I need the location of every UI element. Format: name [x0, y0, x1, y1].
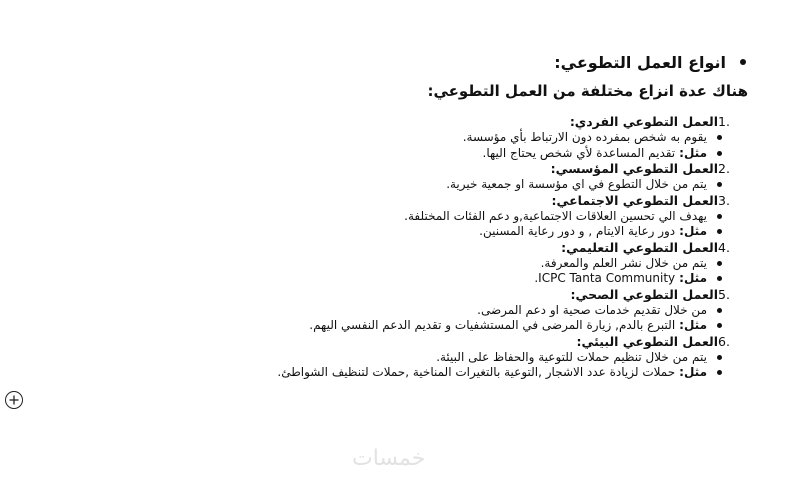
section-title: العمل التطوعي الفردي: [569, 114, 718, 129]
bullet-icon [717, 182, 722, 187]
section-heading [130, 114, 750, 130]
list-item [130, 146, 722, 162]
bullet-icon [717, 355, 722, 360]
list-item [130, 256, 722, 272]
section-heading [130, 287, 750, 303]
section-number: 3. [718, 192, 730, 208]
section-number: 6. [718, 333, 730, 349]
list-item-text: يتم من خلال التطوع في اي مؤسسة او جمعية خيرية. [446, 177, 707, 191]
main-heading [130, 48, 750, 76]
heading-bullet-icon [740, 59, 746, 65]
bullet-icon [717, 323, 722, 328]
section-heading [130, 334, 750, 350]
list-item-text: من خلال تقديم خدمات صحية او دعم المرضى. [477, 302, 707, 317]
example-label: مثل: [679, 224, 707, 238]
list-item-text: ICPC Tanta Community. [534, 271, 676, 285]
list-item [130, 318, 722, 334]
list-item [130, 303, 722, 319]
section-title: العمل التطوعي التعليمي: [561, 239, 718, 255]
bullet-icon [717, 308, 722, 313]
list-item [130, 365, 722, 381]
list-item-text: دور رعاية الايتام , و دور رعاية المسنين. [479, 224, 676, 238]
section-title: العمل التطوعي البيئي: [576, 333, 718, 349]
list-item [130, 130, 722, 146]
list-item-text: تقديم المساعدة لأي شخص يحتاج اليها. [482, 145, 676, 160]
section-title: العمل التطوعي الصحي: [570, 286, 718, 302]
list-item [130, 177, 722, 193]
list-item-text: يهدف الي تحسين العلاقات الاجتماعية,و دعم الفئات المختلفة. [404, 208, 707, 223]
section-number: 5. [718, 286, 730, 302]
sections-list [130, 114, 750, 381]
section-title: العمل التطوعي الاجتماعي: [551, 192, 718, 208]
bullet-icon [717, 276, 722, 281]
subheading: هناك عدة انزاع مختلفة من العمل التطوعي: [427, 82, 748, 100]
section-heading [130, 240, 750, 256]
example-label: مثل: [679, 318, 707, 332]
list-item [130, 350, 722, 366]
bullet-icon [717, 229, 722, 234]
document-body [130, 48, 750, 381]
bullet-icon [717, 214, 722, 219]
example-label: مثل: [679, 271, 707, 285]
main-heading-text: انواع العمل التطوعي: [554, 52, 726, 72]
section-number: 2. [718, 161, 730, 176]
list-item [130, 224, 722, 240]
list-item-text: التبرع بالدم, زيارة المرضى في المستشفيات و تقديم الدعم النفسي اليهم. [309, 318, 676, 332]
add-button[interactable] [5, 391, 23, 409]
list-item-text: يتم من خلال تنظيم حملات للتوعية والحفاظ على البيئة. [436, 349, 707, 364]
list-item-text: حملات لزيادة عدد الاشجار ,التوعية بالتغيرات المناخية ,حملات لتنظيف الشواطئ. [277, 365, 676, 379]
list-item-text: يتم من خلال نشر العلم والمعرفة. [540, 255, 707, 270]
list-item [130, 209, 722, 225]
bullet-icon [717, 151, 722, 156]
plus-icon [6, 392, 22, 408]
example-label: مثل: [679, 365, 707, 379]
section-title: العمل التطوعي المؤسسي: [550, 161, 718, 176]
bullet-icon [717, 135, 722, 140]
section-heading [130, 193, 750, 209]
list-item-text: يقوم به شخص بمفرده دون الارتباط بأي مؤسسة. [462, 130, 707, 144]
section-number: 1. [718, 114, 730, 129]
watermark-logo: خمسات [352, 446, 426, 471]
section-heading [130, 161, 750, 177]
section-number: 4. [718, 239, 730, 255]
bullet-icon [717, 261, 722, 266]
list-item [130, 271, 722, 287]
bullet-icon [717, 370, 722, 375]
example-label: مثل: [679, 145, 707, 160]
